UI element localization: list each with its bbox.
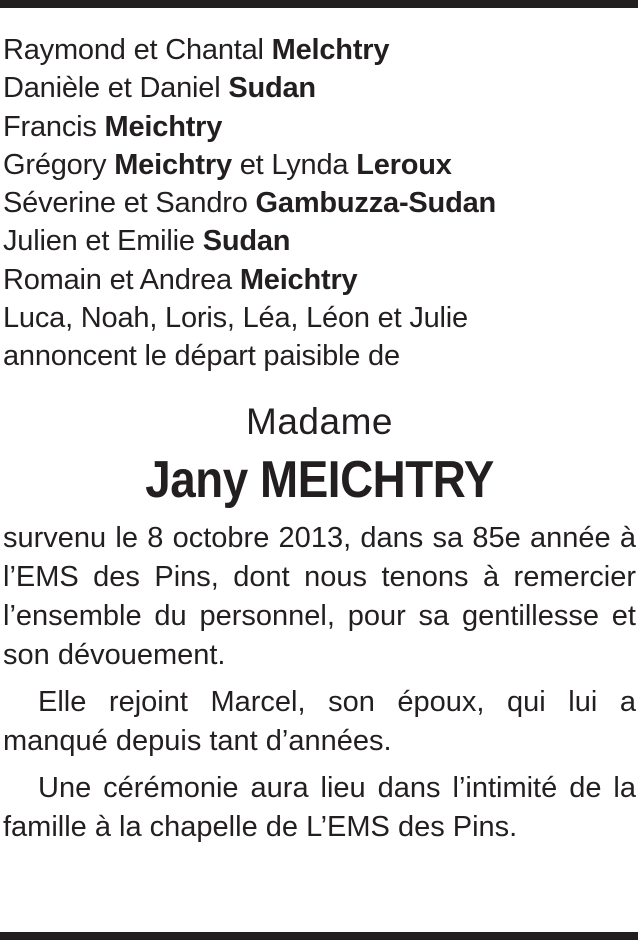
notice-paragraph: Elle rejoint Marcel, son époux, qui lui a manqué depuis tant d’années. xyxy=(3,685,636,757)
family-line xyxy=(3,146,636,184)
family-names: Séverine et Sandro xyxy=(3,187,256,220)
notice-paragraph: Une cérémonie aura lieu dans l’intimité de la famille à la chapelle de L’EMS des Pins. xyxy=(3,771,636,843)
notice-paragraph: survenu le 8 octobre 2013, dans sa 85e année à l’EMS des Pins, dont nous tenons à remercier l’ensemble du personnel, pour sa gentillesse et son dévouement. xyxy=(3,521,636,671)
family-line xyxy=(3,108,636,146)
family-names: Luca, Noah, Loris, Léa, Léon et Julie xyxy=(3,302,468,335)
family-names: Danièle et Daniel xyxy=(3,72,229,105)
deceased-name: Jany MEICHTRY xyxy=(145,450,494,509)
family-names: Raymond et Chantal xyxy=(3,34,272,66)
family-surname: Leroux xyxy=(356,148,452,181)
announcement-text: annoncent le départ paisible de xyxy=(3,340,400,373)
family-surname: Sudan xyxy=(202,225,291,258)
bottom-border-rule xyxy=(0,932,638,940)
family-line xyxy=(3,31,636,69)
family-surname: Sudan xyxy=(228,72,316,105)
family-surname: Meichtry xyxy=(239,263,358,296)
family-names: et Lynda xyxy=(231,148,357,181)
grandchildren-line xyxy=(3,299,636,337)
family-names: Romain et Andrea xyxy=(3,263,240,296)
family-surname: Meichtry xyxy=(104,110,223,143)
family-line xyxy=(3,184,636,222)
family-line xyxy=(3,261,636,299)
family-line xyxy=(3,222,636,260)
family-surname: Gambuzza-Sudan xyxy=(255,187,497,220)
top-border-rule xyxy=(0,0,638,8)
family-names: Francis xyxy=(3,110,105,143)
family-line xyxy=(3,69,636,107)
family-list xyxy=(3,31,636,376)
family-names: Grégory xyxy=(3,148,115,181)
family-surname: Melchtry xyxy=(271,34,390,66)
obituary-notice xyxy=(3,31,636,855)
announcement-line xyxy=(3,337,636,375)
notice-body xyxy=(3,519,636,847)
family-surname: Meichtry xyxy=(114,148,232,181)
salutation: Madame xyxy=(246,400,393,442)
family-names: Julien et Emilie xyxy=(3,225,203,258)
